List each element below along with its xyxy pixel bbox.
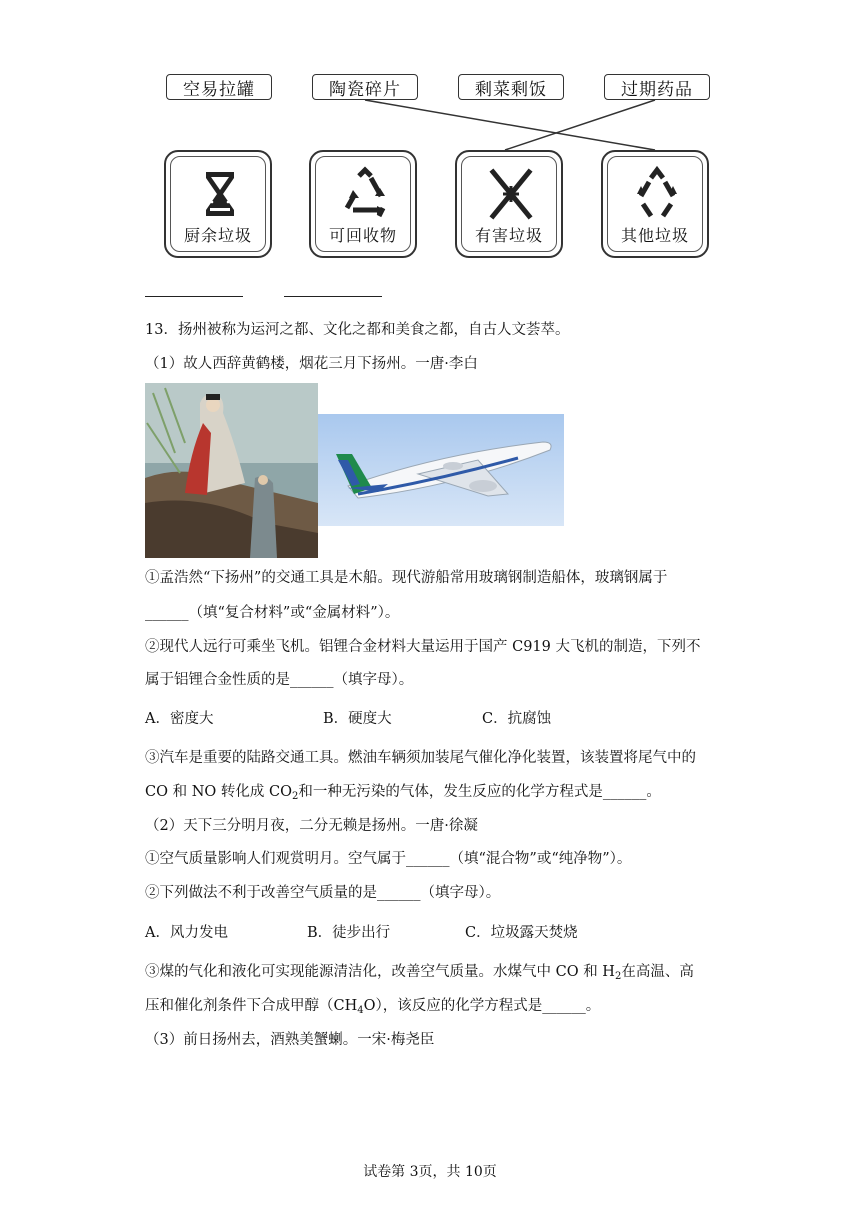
waste-item-ceramics: 陶瓷碎片 [312, 74, 418, 100]
other-waste-icon [627, 164, 687, 224]
p1-q2-line1: ②现代人远行可乘坐飞机。铝锂合金材料大量运用于国产 C919 大飞机的制造，下列不 [145, 639, 701, 655]
part3-heading: （3）前日扬州去，酒熟美蟹蝲。一宋·梅尧臣 [145, 1032, 435, 1048]
p1-q2-option-c: C．抗腐蚀 [482, 711, 552, 727]
p1-q1-line1: ①孟浩然“下扬州”的交通工具是木船。现代游船常用玻璃钢制造船体，玻璃钢属于 [145, 570, 668, 586]
p1-q3-line2: CO 和 NO 转化成 $CO_2$和一种无污染的气体，发生反应的化学方程式是______。 [145, 784, 661, 802]
bin-label: 厨余垃圾 [183, 226, 252, 245]
p2-q3-line1: ③煤的气化和液化可实现能源清洁化，改善空气质量。水煤气中 CO 和 $H_2$在高温、高 [145, 964, 694, 982]
li-bai-boat-painting [145, 383, 318, 558]
bin-label: 有害垃圾 [474, 226, 543, 245]
matching-lines [0, 0, 860, 160]
part1-heading: （1）故人西辞黄鹤楼，烟花三月下扬州。一唐·李白 [145, 356, 478, 372]
p1-q2-option-a: A．密度大 [145, 711, 214, 727]
c919-airplane-photo [318, 414, 564, 526]
part2-heading: （2）天下三分明月夜，二分无赖是扬州。一唐·徐凝 [145, 818, 478, 834]
waste-item-medicine: 过期药品 [604, 74, 710, 100]
answer-blank-2[interactable] [284, 296, 382, 297]
hazard-cross-icon [481, 164, 541, 224]
p2-q2-option-c: C．垃圾露天焚烧 [465, 925, 578, 941]
waste-item-leftovers: 剩菜剩饭 [458, 74, 564, 100]
waste-item-cans: 空易拉罐 [166, 74, 272, 100]
hourglass-icon [190, 164, 250, 224]
p1-q2-line2: 属于铝锂合金性质的是______（填字母）。 [145, 672, 414, 688]
bin-recyclable [309, 150, 417, 258]
p2-q1: ①空气质量影响人们观赏明月。空气属于______（填“混合物”或“纯净物”）。 [145, 851, 632, 867]
bin-other-waste [601, 150, 709, 258]
p2-q2: ②下列做法不利于改善空气质量的是______（填字母）。 [145, 885, 501, 901]
p2-q2-option-a: A．风力发电 [145, 925, 228, 941]
bin-kitchen-waste [164, 150, 272, 258]
bin-label: 可回收物 [328, 226, 397, 245]
p1-q2-option-b: B．硬度大 [323, 711, 392, 727]
bin-hazardous [455, 150, 563, 258]
bin-label: 其他垃圾 [620, 226, 689, 245]
page-footer: 试卷第 3页，共 10页 [363, 1164, 497, 1180]
p2-q3-line2: 压和催化剂条件下合成甲醇$(CH_4O)$，该反应的化学方程式是______。 [145, 998, 601, 1016]
question-13-title: 13．扬州被称为运河之都、文化之都和美食之都，自古人文荟萃。 [145, 322, 570, 338]
p1-q1-line2: ______（填“复合材料”或“金属材料”）。 [145, 605, 400, 621]
p1-q3-line1: ③汽车是重要的陆路交通工具。燃油车辆须加装尾气催化净化装置，该装置将尾气中的 [145, 750, 696, 766]
p2-q2-option-b: B．徒步出行 [307, 925, 391, 941]
recycle-icon [335, 164, 395, 224]
answer-blank-1[interactable] [145, 296, 243, 297]
